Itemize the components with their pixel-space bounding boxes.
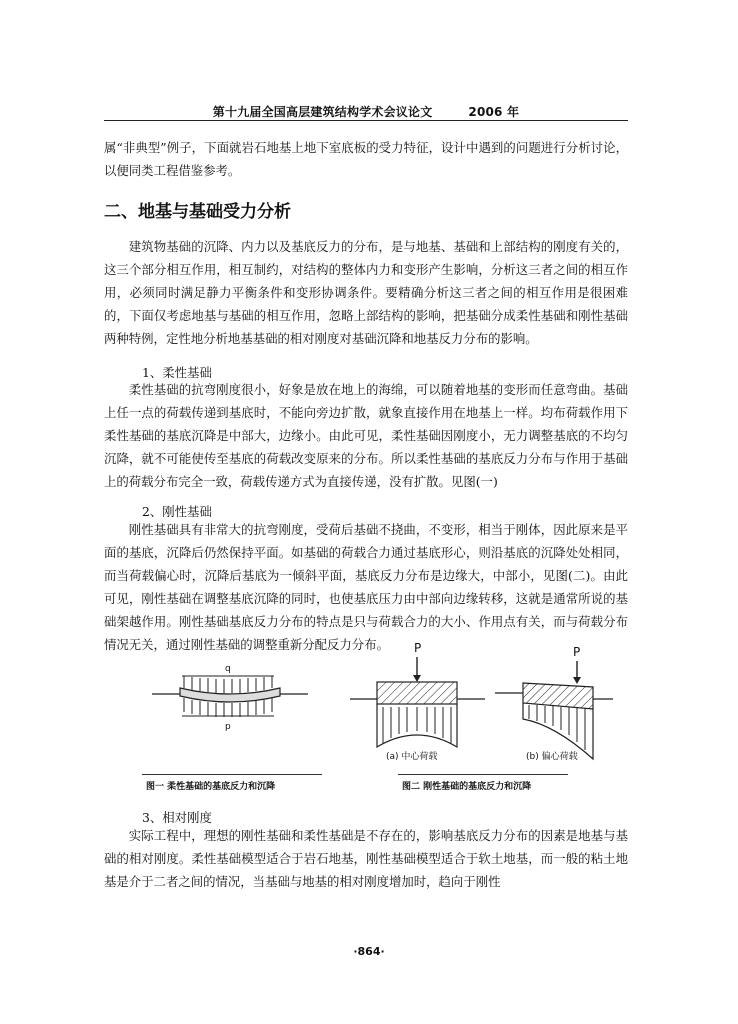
figure-2-caption-rule xyxy=(398,774,568,775)
header-rule xyxy=(104,120,628,121)
subsection-1-title: 1、柔性基础 xyxy=(142,365,212,380)
figure-1-reaction-label: p xyxy=(225,722,231,732)
figure-2a-subcaption: (a) 中心荷载 xyxy=(386,752,438,762)
figure-2b-subcaption: (b) 偏心荷载 xyxy=(526,752,578,762)
figure-1-caption: 图一 柔性基础的基底反力和沉降 xyxy=(146,782,276,792)
rigid-foundation-paragraph: 刚性基础具有非常大的抗弯刚度，受荷后基础不挠曲，不变形，相当于刚体，因此原来是平面的基底，沉降后仍然保持平面。如基础的荷载合力通过基底形心，则沿基底的沉降处处相同，而当荷载偏心时，沉降后基底为一倾斜平面，基底反力分布是边缘大，中部小，见图(二)。由此可见，刚性基础在调整基底沉降的同时，也使基底压力由中部向边缘转移，这就是通常所说的基础架越作用。刚性基础基底反力分布的特点是只与荷载合力的大小、作用点有关，而与荷载分布情况无关，通过刚性基础的调整重新分配反力分布。 xyxy=(104,522,628,652)
subsection-3-title: 3、相对刚度 xyxy=(142,810,212,825)
section-title: 二、地基与基础受力分析 xyxy=(104,202,291,222)
header-year: 2006 年 xyxy=(468,105,520,119)
flexible-foundation-paragraph: 柔性基础的抗弯刚度很小，好象是放在地上的海绵，可以随着地基的变形而任意弯曲。基础上任一点的荷载传递到基底时，不能向旁边扩散，就象直接作用在地基上一样。均布荷载作用下柔性基础的基底沉降是中部大，边缘小。由此可见，柔性基础因刚度小，无力调整基底的不均匀沉降，就不可能使传至基底的荷载改变原来的分布。所以柔性基础的基底反力分布与作用于基础上的荷载分布完全一致，荷载传递方式为直接传递，没有扩散。见图(一) xyxy=(104,382,628,489)
figure-2b-load-label: P xyxy=(573,645,581,659)
figure-2-caption: 图二 刚性基础的基底反力和沉降 xyxy=(402,782,532,792)
header-title: 第十九届全国高层建筑结构学术会议论文 xyxy=(212,105,433,119)
figure-1-caption-rule xyxy=(142,774,322,775)
relative-stiffness-paragraph: 实际工程中，理想的刚性基础和柔性基础是不存在的，影响基底反力分布的因素是地基与基础的相对刚度。柔性基础模型适合于岩石地基，刚性基础模型适合于软土地基，而一般的粘土地基是介于二者之间的情况，当基础与地基的相对刚度增加时，趋向于刚性 xyxy=(104,828,628,889)
subsection-2-title: 2、刚性基础 xyxy=(142,504,212,519)
main-paragraph: 建筑物基础的沉降、内力以及基底反力的分布，是与地基、基础和上部结构的刚度有关的，这三个部分相互作用，相互制约，对结构的整体内力和变形产生影响，分析这三者之间的相互作用，必须同时满足静力平衡条件和变形协调条件。要精确分析这三者之间的相互作用是很困难的，下面仅考虑地基与基础的相互作用，忽略上部结构的影响，把基础分成柔性基础和刚性基础两种特例，定性地分析地基基础的相对刚度对基础沉降和地基反力分布的影响。 xyxy=(104,239,628,346)
figure-2a-load-label: P xyxy=(414,641,422,655)
figure-1-load-label: q xyxy=(225,664,231,674)
intro-paragraph: 属“非典型”例子，下面就岩石地基上地下室底板的受力特征，设计中遇到的问题进行分析讨论，以便同类工程借鉴参考。 xyxy=(104,140,628,178)
running-header xyxy=(104,103,628,120)
page-number: ·864· xyxy=(353,945,385,958)
